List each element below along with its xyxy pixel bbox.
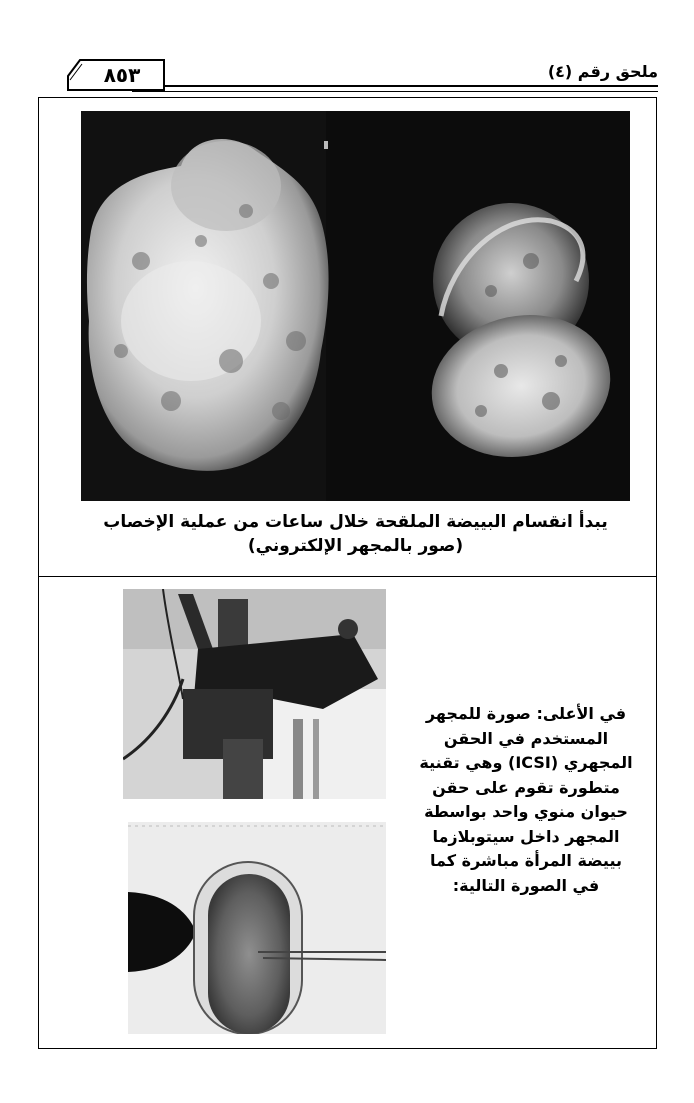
section-divider — [38, 576, 657, 577]
header-rule-thin — [132, 91, 658, 92]
caption-line: يبدأ انقسام البييضة الملقحة خلال ساعات من عملية الإخصاب — [103, 512, 608, 532]
embryo-photo-caption — [81, 510, 630, 558]
description-line: في الأعلى: صورة للمجهر — [425, 704, 627, 723]
icsi-injection-photo — [128, 822, 386, 1034]
description-line: متطورة تقوم على حقن — [432, 777, 620, 797]
description-line: حيوان منوي واحد بواسطة — [424, 802, 628, 821]
icsi-microscope-photo — [123, 589, 386, 799]
description-line: المجهر داخل سيتوبلازما — [432, 826, 620, 846]
page-number-box — [66, 58, 166, 90]
embryo-division-photo — [81, 111, 630, 501]
description-line: المستخدم في الحقن — [443, 728, 609, 748]
page-number: ٨٥٣ — [103, 63, 141, 87]
description-line: في الصورة التالية: — [452, 875, 600, 895]
icsi-description — [418, 702, 634, 898]
header-rule — [132, 85, 658, 87]
description-line: المجهري (ICSI) وهي تقنية — [419, 753, 633, 772]
page-header — [36, 52, 658, 96]
appendix-title: ملحق رقم (٤) — [547, 62, 658, 81]
description-line: بييضة المرأة مباشرة كما — [430, 851, 622, 870]
caption-subline: (صور بالمجهر الإلكتروني) — [247, 536, 464, 556]
